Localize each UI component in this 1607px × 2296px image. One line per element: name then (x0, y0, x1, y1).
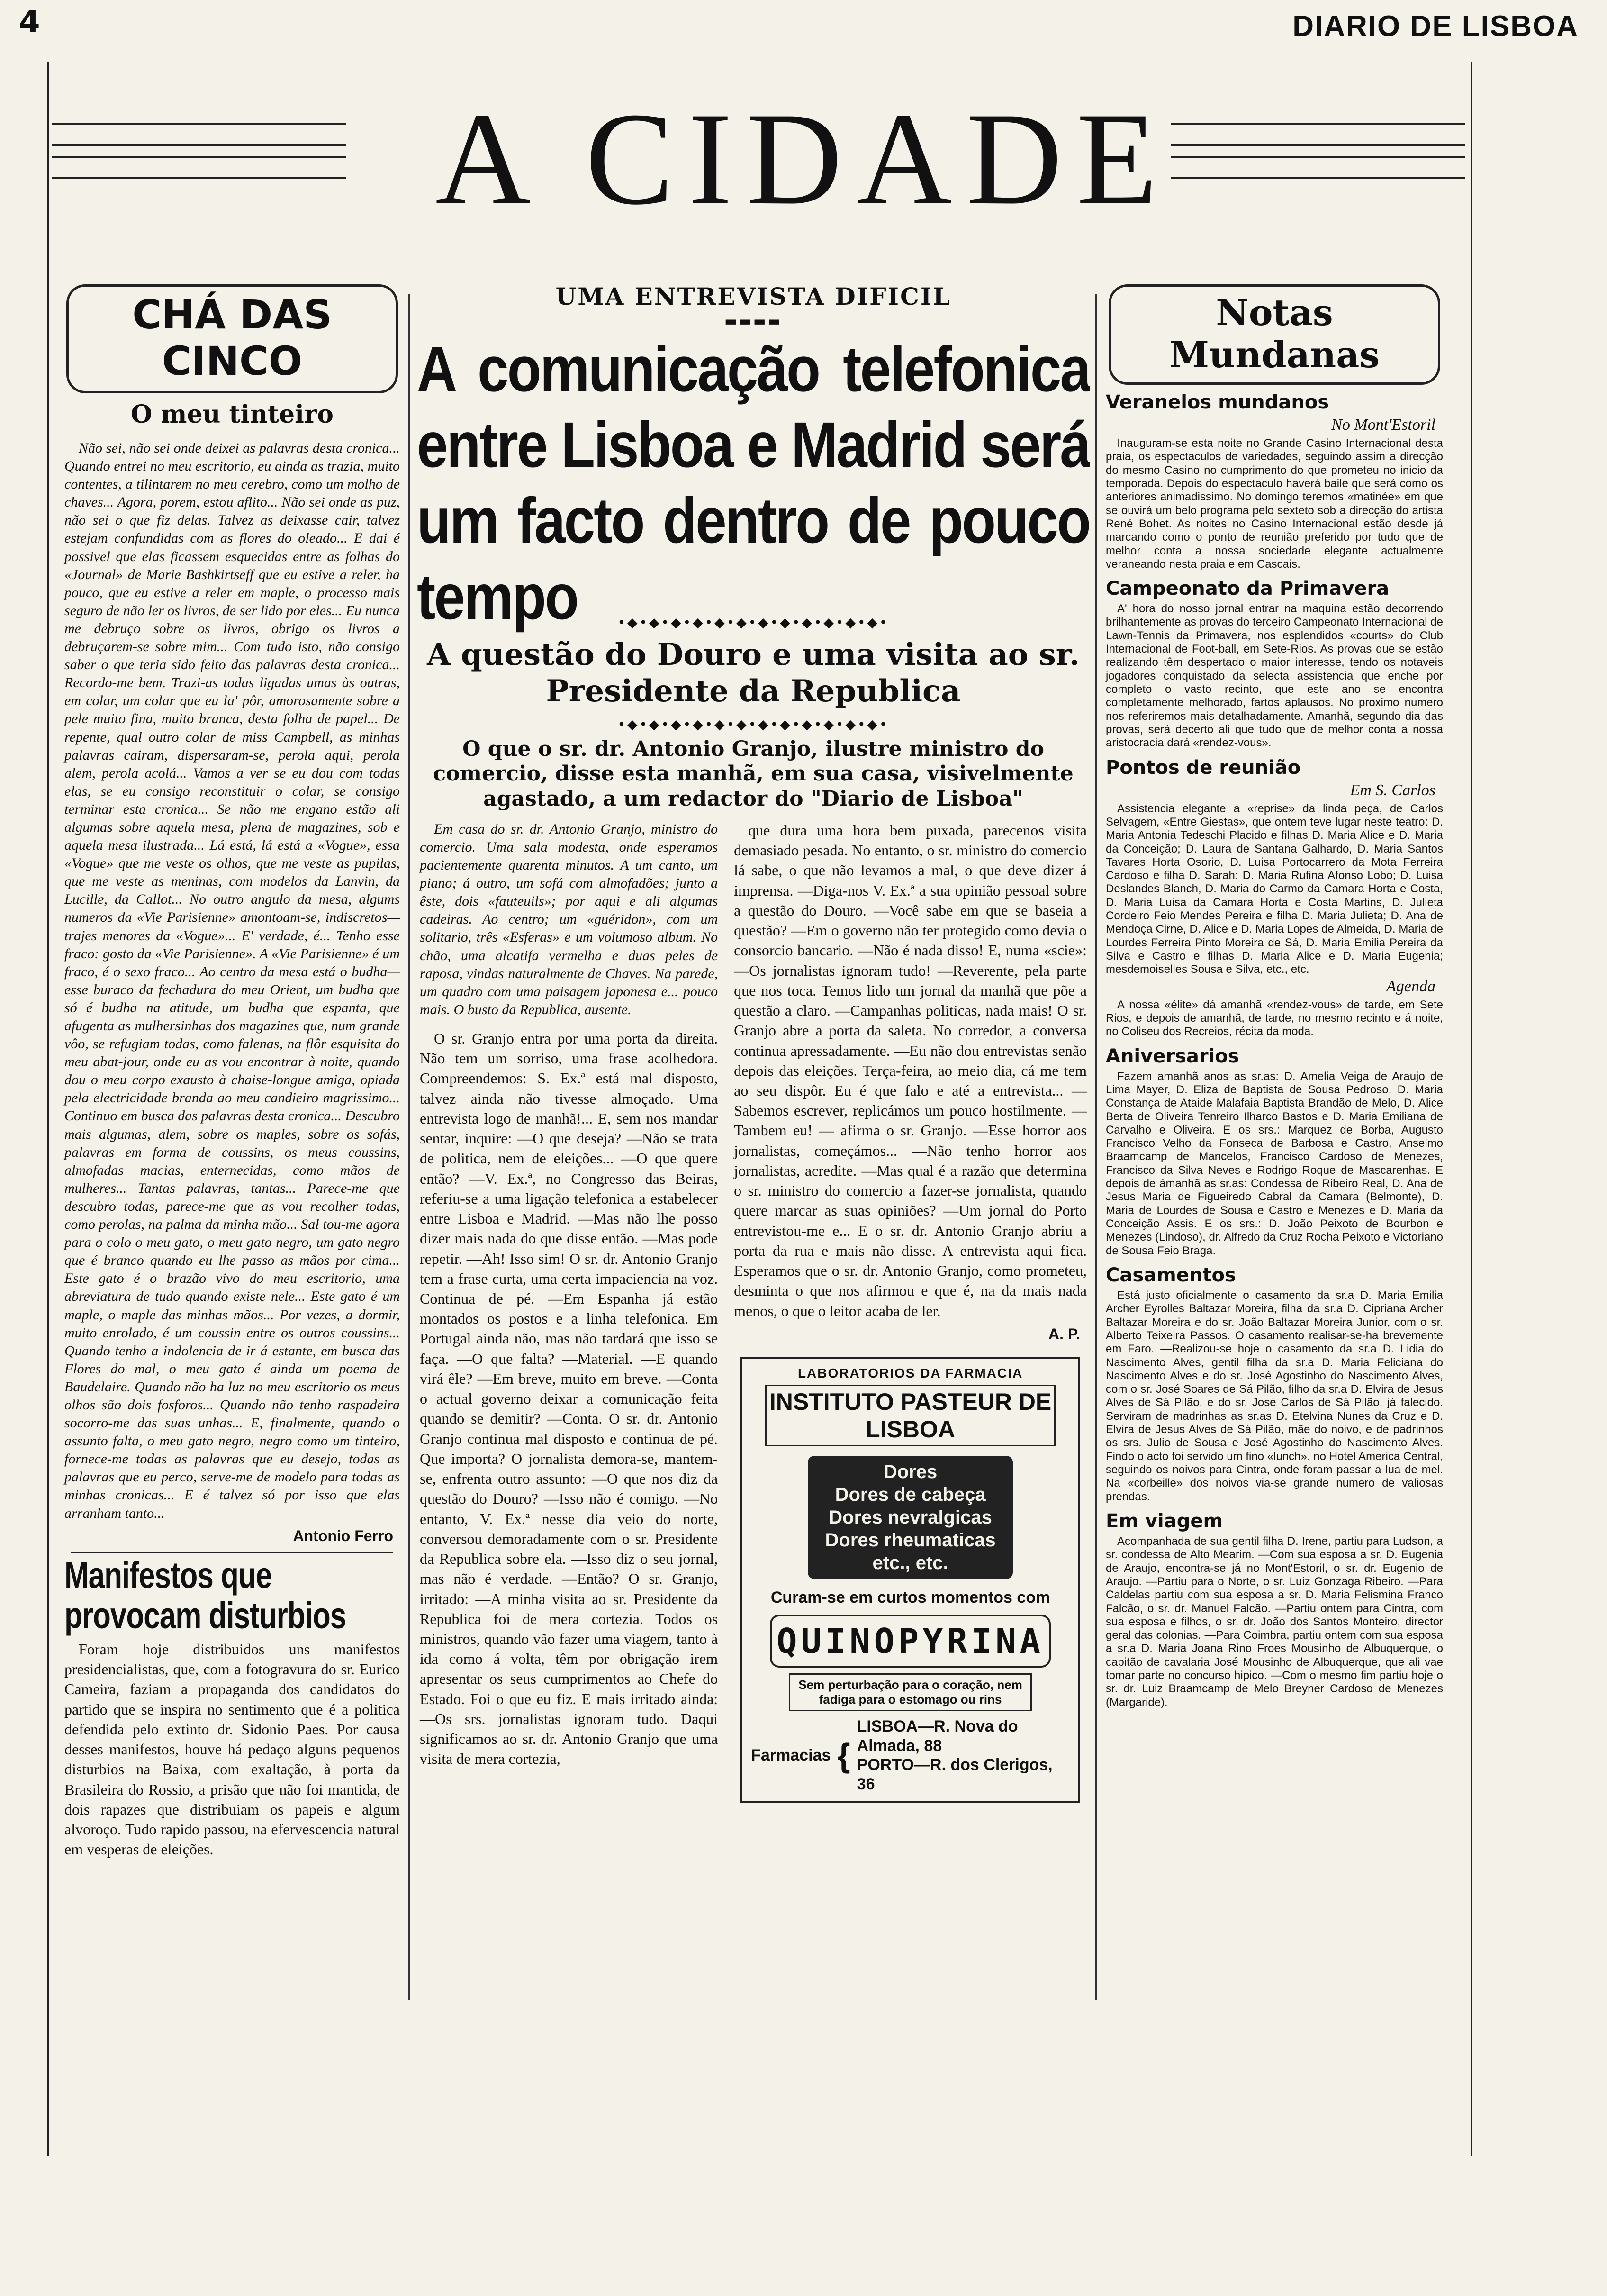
column-subhead: O meu tinteiro (131, 400, 334, 429)
ad-dores-line: etc., etc. (872, 1552, 948, 1573)
section-body (1106, 1070, 1443, 1258)
section-text: Fazem amanhã anos as sr.as: D. Amelia Veiga de Araujo de Lima Mayer, D. Eliza de Baptista de Sousa Pedroso, D. Maria Constança de Ataide Malafaia Baptista Brandão de Melo, D. Alice Berta de Oliveira Tenreiro Ilharco Bastos e D. Maria Emiliana de Carvalho e Oliveira. E os srs.: Marquez de Borba, Augusto Francisco Velho da Fonseca de Barbosa e Castro, Anselmo Braamcamp de Mancelos, Francisco Cardoso de Menezes, Francisco da Silva Neves e Rodrigo Roque de Mascarenhas. E depois de ámanhã as sr.as: Condessa de Ribeiro Real, D. Ana de Jesus Maria de Figueiredo Cabral da Camara (Belmonte), D. Maria de Lourdes de Sousa e Castro e Menezes e D. Maria da Conceição Assis. E os srs.: D. João Peixoto de Bourbon e Menezes (Lindoso), dr. Alfredo da Cruz Rocha Peixoto e Victoriano de Sousa Feio Braga. (1106, 1070, 1443, 1257)
society-section (1104, 978, 1445, 1039)
right-column (1104, 280, 1445, 1995)
society-section (1104, 391, 1445, 571)
article-body-1 (420, 1028, 718, 1769)
section-text: Inauguram-se esta noite no Grande Casino Internacional desta praia, os espectaculos de variedades, seguindo assim a direcção do mesmo Casino no cumprimento do que prometeu no inicio da temporada. Depois do espectaculo haverá baile que será como os anteriores animadissimo. No domingo teremos «matinée» em que se ouvirá um belo programa pelo sexteto sob a direcção do artista René Bohet. As noites no Casino Internacional estão desde já marcando como o ponto de reunião preferido por tudo que de melhor conta a nossa sociedade elegante actualmente veraneando nesta praia e em Cascais. (1106, 437, 1443, 571)
ad-dores-line: Dores nevralgicas (829, 1506, 992, 1528)
section-body (1106, 1289, 1443, 1504)
middle-column (417, 280, 1090, 1995)
section-body (1106, 602, 1443, 750)
ad-institute: INSTITUTO PASTEUR DE LISBOA (765, 1385, 1056, 1446)
column-rule (1095, 294, 1097, 2000)
ad-address-porto: PORTO—R. dos Clerigos, 36 (857, 1756, 1053, 1794)
ad-cure-line: Curam-se em curtos momentos com (770, 1588, 1050, 1606)
society-sections (1104, 391, 1445, 1709)
society-section (1104, 1510, 1445, 1709)
section-subtitle: No Mont'Estoril (1331, 416, 1435, 434)
section-title: Campeonato da Primavera (1106, 578, 1390, 600)
article-col-1 (417, 820, 721, 1803)
section-text: Está justo oficialmente o casamento da sr.a D. Maria Emilia Archer Eyrolles Baltazar Moreira, filha da sr.a D. Cipriana Archer Baltazar Moreira e do sr. João Baltazar Moreira Junior, com o sr. Alberto Teixeira Passos. O casamento realisar-se-ha brevemente em Faro. —Realizou-se hoje o casamento da sr.a D. Lidia do Nascimento Alves, gentil filha da sr.a D. Maria Feliciana do Nascimento Alves e do sr. José Agostinho do Nascimento Alves, com o sr. José Soares de Sá Pilão, filho da sr.a D. Elvira de Jesus Alves de Sá Pilão, e do sr. José Carlos de Sá Pilão, já falecido. Serviram de madrinhas as sr.as D. Etelvina Nunes da Cruz e D. Elvira de Jesus Alves de Sá Pilão, mãe do noivo, e de padrinhos os srs. Julio de Sousa e José Agostinho do Nascimento Alves. Findo o acto foi servido um fino «lunch», no Hotel America Central, seguindo os noivos para Cintra, onde foram passar a lua de mel. Na «corbeille» dos noivos via-se grande numero de valiosas prendas. (1106, 1289, 1443, 1503)
article-deck-2: O que o sr. dr. Antonio Granjo, ilustre ministro do comercio, disse esta manhã, em sua casa, visivelmente agastado, a um redactor do "Diario de Lisboa" (433, 736, 1074, 811)
society-section (1104, 757, 1445, 977)
divider (71, 1552, 393, 1553)
article-col-2 (731, 820, 1090, 1803)
article-text-1: O sr. Granjo entra por uma porta da direita. Não tem um sorriso, uma frase acolhedora. Compreendemos: S. Ex.ª está mal disposto, talvez ainda não tivesse almoçado. Uma entrevista logo de manhã!... E, sem nos mandar sentar, inquire: —O que deseja? —Não se trata de politica, nem de eleições... —O que quere então? —V. Ex.ª, no Congresso das Beiras, referiu-se a uma ligação telefonica a estabelecer entre Lisboa e Madrid. —Mas não lhe posso dizer mais nada do que disse então. —Mas pode repetir. —Ah! Isso sim! O sr. dr. Antonio Granjo tem a frase curta, uma certa impaciencia na voz. Continua de pé. —Em Espanha já estão montados os postos e a linha telefonica. Em Portugal ainda não, mas não tardará que isso se faça. —O que falta? —Material. —E quando virá êle? —Em breve, muito em breve. —Conta o actual governo deixar a comunicação feita quando se demitir? —Conta. O sr. dr. Antonio Granjo continua mal disposto e continua de pé. Que importa? O jornalista demora-se, mantem-se, enfrenta outro assunto: —O que nos diz da questão do Douro? —Isso não é comigo. —No entanto, V. Ex.ª nesse dia veio do norte, conversou demoradamente com o sr. Presidente da Republica sobre ela. —Isso diz o seu jornal, mas não é verdade. —Então? O sr. Granjo, irritado: —A minha visita ao sr. Presidente da Republica foi de mera cortezia. Todos os ministros, quando vão fazer uma viagem, tanto à ida como á volta, têm por obrigação irem apresentar os seus cumprimentos ao Chefe do Estado. Foi o que eu fiz. E mais irritado ainda: —Os srs. jornalistas ignoram tudo. Daqui significamos ao sr. dr. Antonio Granjo que uma visita de mera cortezia, (420, 1029, 718, 1768)
section-text: A' hora do nosso jornal entrar na maquina estão decorrendo brilhantemente as provas do terceiro Campeonato Internacional de Lawn-Tennis da Primavera, nos esplendidos «courts» do Club Internacional de Foot-ball, em Sete-Rios. As provas que se estão realizando têm despertado o maior interesse, tendo os notaveis jogadores conquistado da selecta assistencia que enche por completo o vasto recinto, que este ano se encontra completamente melhorado, fartos aplausos. No proximo numero nos referiremos mais detalhadamente. Amanhã, segundo dia das provas, será decerto ali que tudo que de melhor conta a nossa aristocracia dará «rendez-vous». (1106, 602, 1443, 750)
section-body (1106, 998, 1443, 1039)
society-section (1104, 1264, 1445, 1504)
society-section (1104, 578, 1445, 750)
ad-note: Sem perturbação para o coração, nem fadiga para o estomago ou rins (789, 1673, 1032, 1711)
column-rule (408, 294, 410, 2000)
quinopyrina-ad (740, 1357, 1080, 1803)
column-text: Não sei, não sei onde deixei as palavras desta cronica... Quando entrei no meu escritorio, eu ainda as trazia, muito contentes, a tilintarem no meu cerebro, como um molho de chaves... Agora, porem, estou aflito... Não sei onde as puz, não sei o que fiz delas. Talvez as deixasse cair, talvez estejam confundidas com as flores do oleado... E dai é possivel que elas ficassem esquecidas entre as folhas do «Journal» de Marie Bashkirtseff que eu estive a reler, ha pouco, que eu estive a reler em maple, o processo mais seguro de não ler os livros, de ser lido por eles... Eu nunca me debruço sobre os livros, obrigo os livros a debruçarem-se sobre mim... Com tudo isto, não consigo saber o que teria sido feito das palavras desta cronica... Recordo-me bem. Trazi-as todas ligadas umas às outras, em colar, um colar que eu la' pôr, amorosamente sobre a pele muito fina, muito branca, desta folha de papel... De repente, qual outro colar de miss Campbell, as minhas palavras cairam, dispersaram-se, perola aqui, perola alem, perola acolá... Vamos a ver se eu dou com todas elas, se eu consigo reconstituir o colar, se consigo terminar esta cronica... Se não me engano estão ali algumas sobre aquela mesa, plena de magazines, sob e aquela mesa ilustrada... Lá está, lá está a «Vogue», essa «Vogue» que me veste os olhos, que me veste as pupilas, que me veste as meninas, com modelos da Lanvin, da Lucille, da Callot... No outro angulo da mesa, algums numeros da «Vie Parisienne» amontoam-se, indiscretos—trajes menores da «Vogue»... E' verdade, é... Tenho esse fraco: gosto da «Vie Parisienne». A «Vie Parisienne» é um fraco, é o sexo fraco... Ao centro da mesa está o budha—esse buraco da fechadura do meu Orient, um budha que só é budha na atitude, um budha que espanta, que afugenta as mulhersinhas dos magazines que, num grande vôo, se refugiam todas, como falenas, na flôr esquisita do meu abat-jour, onde eu as vou encontrar à noite, quando dou o meu corpo exausto à chaise-longue amiga, opiada pela electricidade branda ao meu candieiro magrissimo... Continuo em busca das palavras desta cronica... Descubro mais algumas, alem, sobre os maples, sobre os sofás, palavras em forma de coussins, os meus coussins, almofadas macias, enternecidas, como mãos de mulheres... Tantas palavras, tantas... Parece-me que descubro todas, parece-me que as vou recolher todas, como perolas, na palma da minha mão... Sal tou-me agora para o colo o meu gato, o meu gato negro, um gato negro que é branco quando eu lhe passo as mãos por cima... Este gato é o brazão vivo do meu escritorio, uma abreviatura de tudo quando existe nele... Este gato é um maple, o maple das minhas mãos... Por vezes, a dormir, muito enrolado, é um coussin entre os outros coussins... Quando tenho a indolencia de ir á estante, em busca das Flores do mal, o meu gato é ainda um poema de Baudelaire. Quando não ha luz no meu escritorio os meus olhos são dois fosforos... Quando não tenho raspadeira socorro-me das suas unhas... E, finalmente, quando o assunto falta, o meu gato negro, negro como um tinteiro, fornece-me todas as palavras que eu desejo, todas as palavras que eu perco, serve-me de modelo para todas as minhas cronicas... E é talvez só por isso que elas arranham tanto... (64, 440, 400, 1521)
section-text: Acompanhada de sua gentil filha D. Irene, partiu para Ludson, a sr. condessa de Alto Mearim. —Com sua esposa a sr. D. Eugenia de Araujo, encontra-se já no Mont'Estoril, o sr. dr. Eugenio de Araujo. —Partiu para o Norte, o sr. Luiz Gonzaga Ribeiro. —Para Caldelas partiu com sua esposa a sr. D. Maria Felismina Franco Falcão, o sr. dr. Manuel Falcão. —Partiu ontem para Cintra, com sua esposa e filhos, o sr. dr. João dos Santos Monteiro, director geral das colonias. —Para Coimbra, partiu ontem com sua esposa a sr.a D. Maria Joana Rino Froes Mousinho de Albuquerque, o capitão de cavalaria José Mousinho de Albuquerque, que ali vae tomar parte no concurso hipico. —Com o mesmo fim partiu hoje o sr. dr. Luiz Braamcamp de Melo Breyner Cardoso de Menezes (Margaride). (1106, 1534, 1443, 1709)
article-signature: A. P. (1048, 1325, 1080, 1343)
ad-farm-label: Farmacias (751, 1746, 831, 1764)
brace-icon: { (837, 1737, 850, 1774)
article-intro-text: Em casa do sr. dr. Antonio Granjo, ministro do comercio. Uma sala modesta, onde esperamos pacientemente quarenta minutos. A um canto, um piano; á outro, um sofá com almofadões; junto a êste, dois «fauteuils»; por aqui e ali algumas cadeiras. Ao centro; um «guéridon», com um solitario, três «Esferas» e um volumoso album. No chão, uma alcatifa vermelha e duas peles de raposa, vindas naturalmente de Chaves. Na parede, um quadro com uma paisagem japonesa e... pouco mais. O busto da Republica, ausente. (420, 821, 718, 1017)
section-body (1106, 802, 1443, 977)
society-section (1104, 1045, 1445, 1258)
page-number: 4 (19, 5, 40, 40)
ad-product: QUINOPYRINA (770, 1615, 1051, 1668)
column-body (64, 439, 400, 1523)
section-title: Aniversarios (1106, 1045, 1239, 1067)
separator: ▬▬▬▬ (724, 313, 782, 329)
ad-lab-line: LABORATORIOS DA FARMACIA (797, 1365, 1023, 1380)
paper-name: DIARIO DE LISBOA (1292, 10, 1579, 43)
ad-dores-line: Dores (883, 1461, 938, 1482)
left-column (62, 280, 403, 1995)
section-body (1106, 437, 1443, 571)
article-deck: A questão do Douro e uma visita ao sr. Presidente da Republica (427, 636, 1080, 709)
ad-address-lisboa: LISBOA—R. Nova do Almada, 88 (857, 1717, 1018, 1755)
ad-addresses (857, 1717, 1070, 1794)
section-subtitle: Em S. Carlos (1350, 781, 1435, 799)
section-body (1106, 1535, 1443, 1709)
ad-pharmacies (751, 1717, 1070, 1794)
section-title: Pontos de reunião (1106, 756, 1301, 779)
section-masthead: A CIDADE (435, 85, 1172, 232)
notas-mundanas-title: Notas Mundanas (1109, 284, 1440, 385)
article-columns (417, 820, 1090, 1803)
article-text-2: que dura uma hora bem puxada, parecenos visita demasiado pesada. No entanto, o sr. ministro do comercio lá sabe, o que não levamos a mal, o que deve dizer á imprensa. —Diga-nos V. Ex.ª a sua opinião pessoal sobre a questão do Douro. —Você sabe em que se baseia a questão? —Em o governo não ter protegido como devia o consorcio bancario. —Não é nada disso! E, numa «scie»: —Os jornalistas ignoram tudo! —Reverente, pela parte que nos toca. Temos lido um jornal da manhã que põe a questão a claro. —Campanhas politicas, nada mais! O sr. Granjo abre a porta da saleta. No corredor, a conversa continua apressadamente. —Eu não dou entrevistas senão depois das eleições. Terça-feira, ao meio dia, cá me tem ao seu dispôr. Eu é que falo e até a entrevista... —Sabemos escrever, replicámos um pouco hostilmente. —Tambem eu! — afirma o sr. Granjo. —Esse horror aos jornalistas, começámos... —Não tenho horror aos jornalistas, acredite. —Mas qual é a razão que determina o sr. ministro do comercio a fazer-se jornalista, quando quere marcar as suas opiniões? —Um jornal do Porto entrevistou-me e... E o sr. dr. Antonio Granjo abriu a porta da rua e mais não disse. A entrevista aqui fica. Esperamos que o sr. dr. Antonio Granjo, como prometeu, desminta o que nos afirmou e que é, na da mais nada menos, o que o leitor acaba de ler. (734, 821, 1087, 1319)
ad-dores-line: Dores rheumaticas (825, 1529, 996, 1551)
section-title: Veranelos mundanos (1106, 391, 1329, 413)
manifestos-body (64, 1639, 400, 1860)
section-subtitle: Agenda (1386, 977, 1435, 995)
author-signature: Antonio Ferro (293, 1527, 393, 1544)
ad-dores-line: Dores de cabeça (835, 1484, 986, 1505)
section-title: Casamentos (1106, 1264, 1236, 1286)
cha-das-cinco-title: CHÁ DAS CINCO (66, 284, 398, 393)
separator: •◆•◆•◆•◆•◆•◆•◆•◆•◆•◆•◆•◆• (617, 716, 889, 732)
section-text: A nossa «élite» dá amanhã «rendez-vous» de tarde, em Sete Rios, e depois de amanhã, de tarde, no mesmo recinto e á noite, no Coliseu dos Recreios, récita da moda. (1106, 998, 1443, 1038)
ad-dores-box (808, 1456, 1013, 1579)
section-text: Assistencia elegante a «reprise» da linda peça, de Carlos Selvagem, «Entre Giestas», que ontem teve lugar neste teatro: D. Maria Antonia Tedeschi Placido e filhas D. Maria Alice e D. Maria da Conceição; D. Laura de Santana Galhardo, D. Maria Santos Tavares Horta Osorio, D. Luisa Portocarrero da Mota Ferreira Cardoso e filha D. Sarah; D. Maria Rufina Afonso Lobo; D. Luisa Deslandes Blanch, D. Maria do Carmo da Camara Horta e Costa, D. Maria Luisa da Camara Horta e Costa Martins, D. Julieta Cordeiro Feio Mendes Pereira e filha D. Maria Julieta; D. Ana de Mendoça Cirne, D. Alice e D. Maria Lopes de Almeida, D. Maria de Lourdes Ferreira Pinto Moreira de Sá, D. Maria Emilia Pereira da Silva e Castro e filhas D. Maria Alice e D. Maria Eugenia; mesdemoiselles Sousa e Silva, etc., etc. (1106, 802, 1443, 976)
article-intro (420, 820, 718, 1019)
article-kicker: UMA ENTREVISTA DIFICIL (555, 282, 951, 310)
article-headline: A comunicação telefonica entre Lisboa e Madrid será um facto dentro de pouco tempo (417, 333, 1090, 633)
manifestos-text: Foram hoje distribuidos uns manifestos presidencialistas, que, com a fotogravura do sr. Eurico Cameira, faziam a propaganda dos candidatos do partido que se inspira no sentimento que é a politica defendida pelo extinto dr. Sidonio Paes. Por causa desses manifestos, houve há pedaço alguns pequenos disturbios na Baixa, com exaltação, à porta da Brasileira do Rossio, a prisão que não foi mantida, de dois rapazes que distribuiam os papeis e algum alvoroço. Tudo rapido passou, na efervescencia natural em vesperas de eleições. (64, 1641, 400, 1858)
article-body-2 (734, 820, 1087, 1321)
separator: •◆•◆•◆•◆•◆•◆•◆•◆•◆•◆•◆•◆• (617, 614, 889, 630)
section-title: Em viagem (1106, 1510, 1223, 1532)
manifestos-headline: Manifestos que provocam disturbios (64, 1555, 346, 1636)
